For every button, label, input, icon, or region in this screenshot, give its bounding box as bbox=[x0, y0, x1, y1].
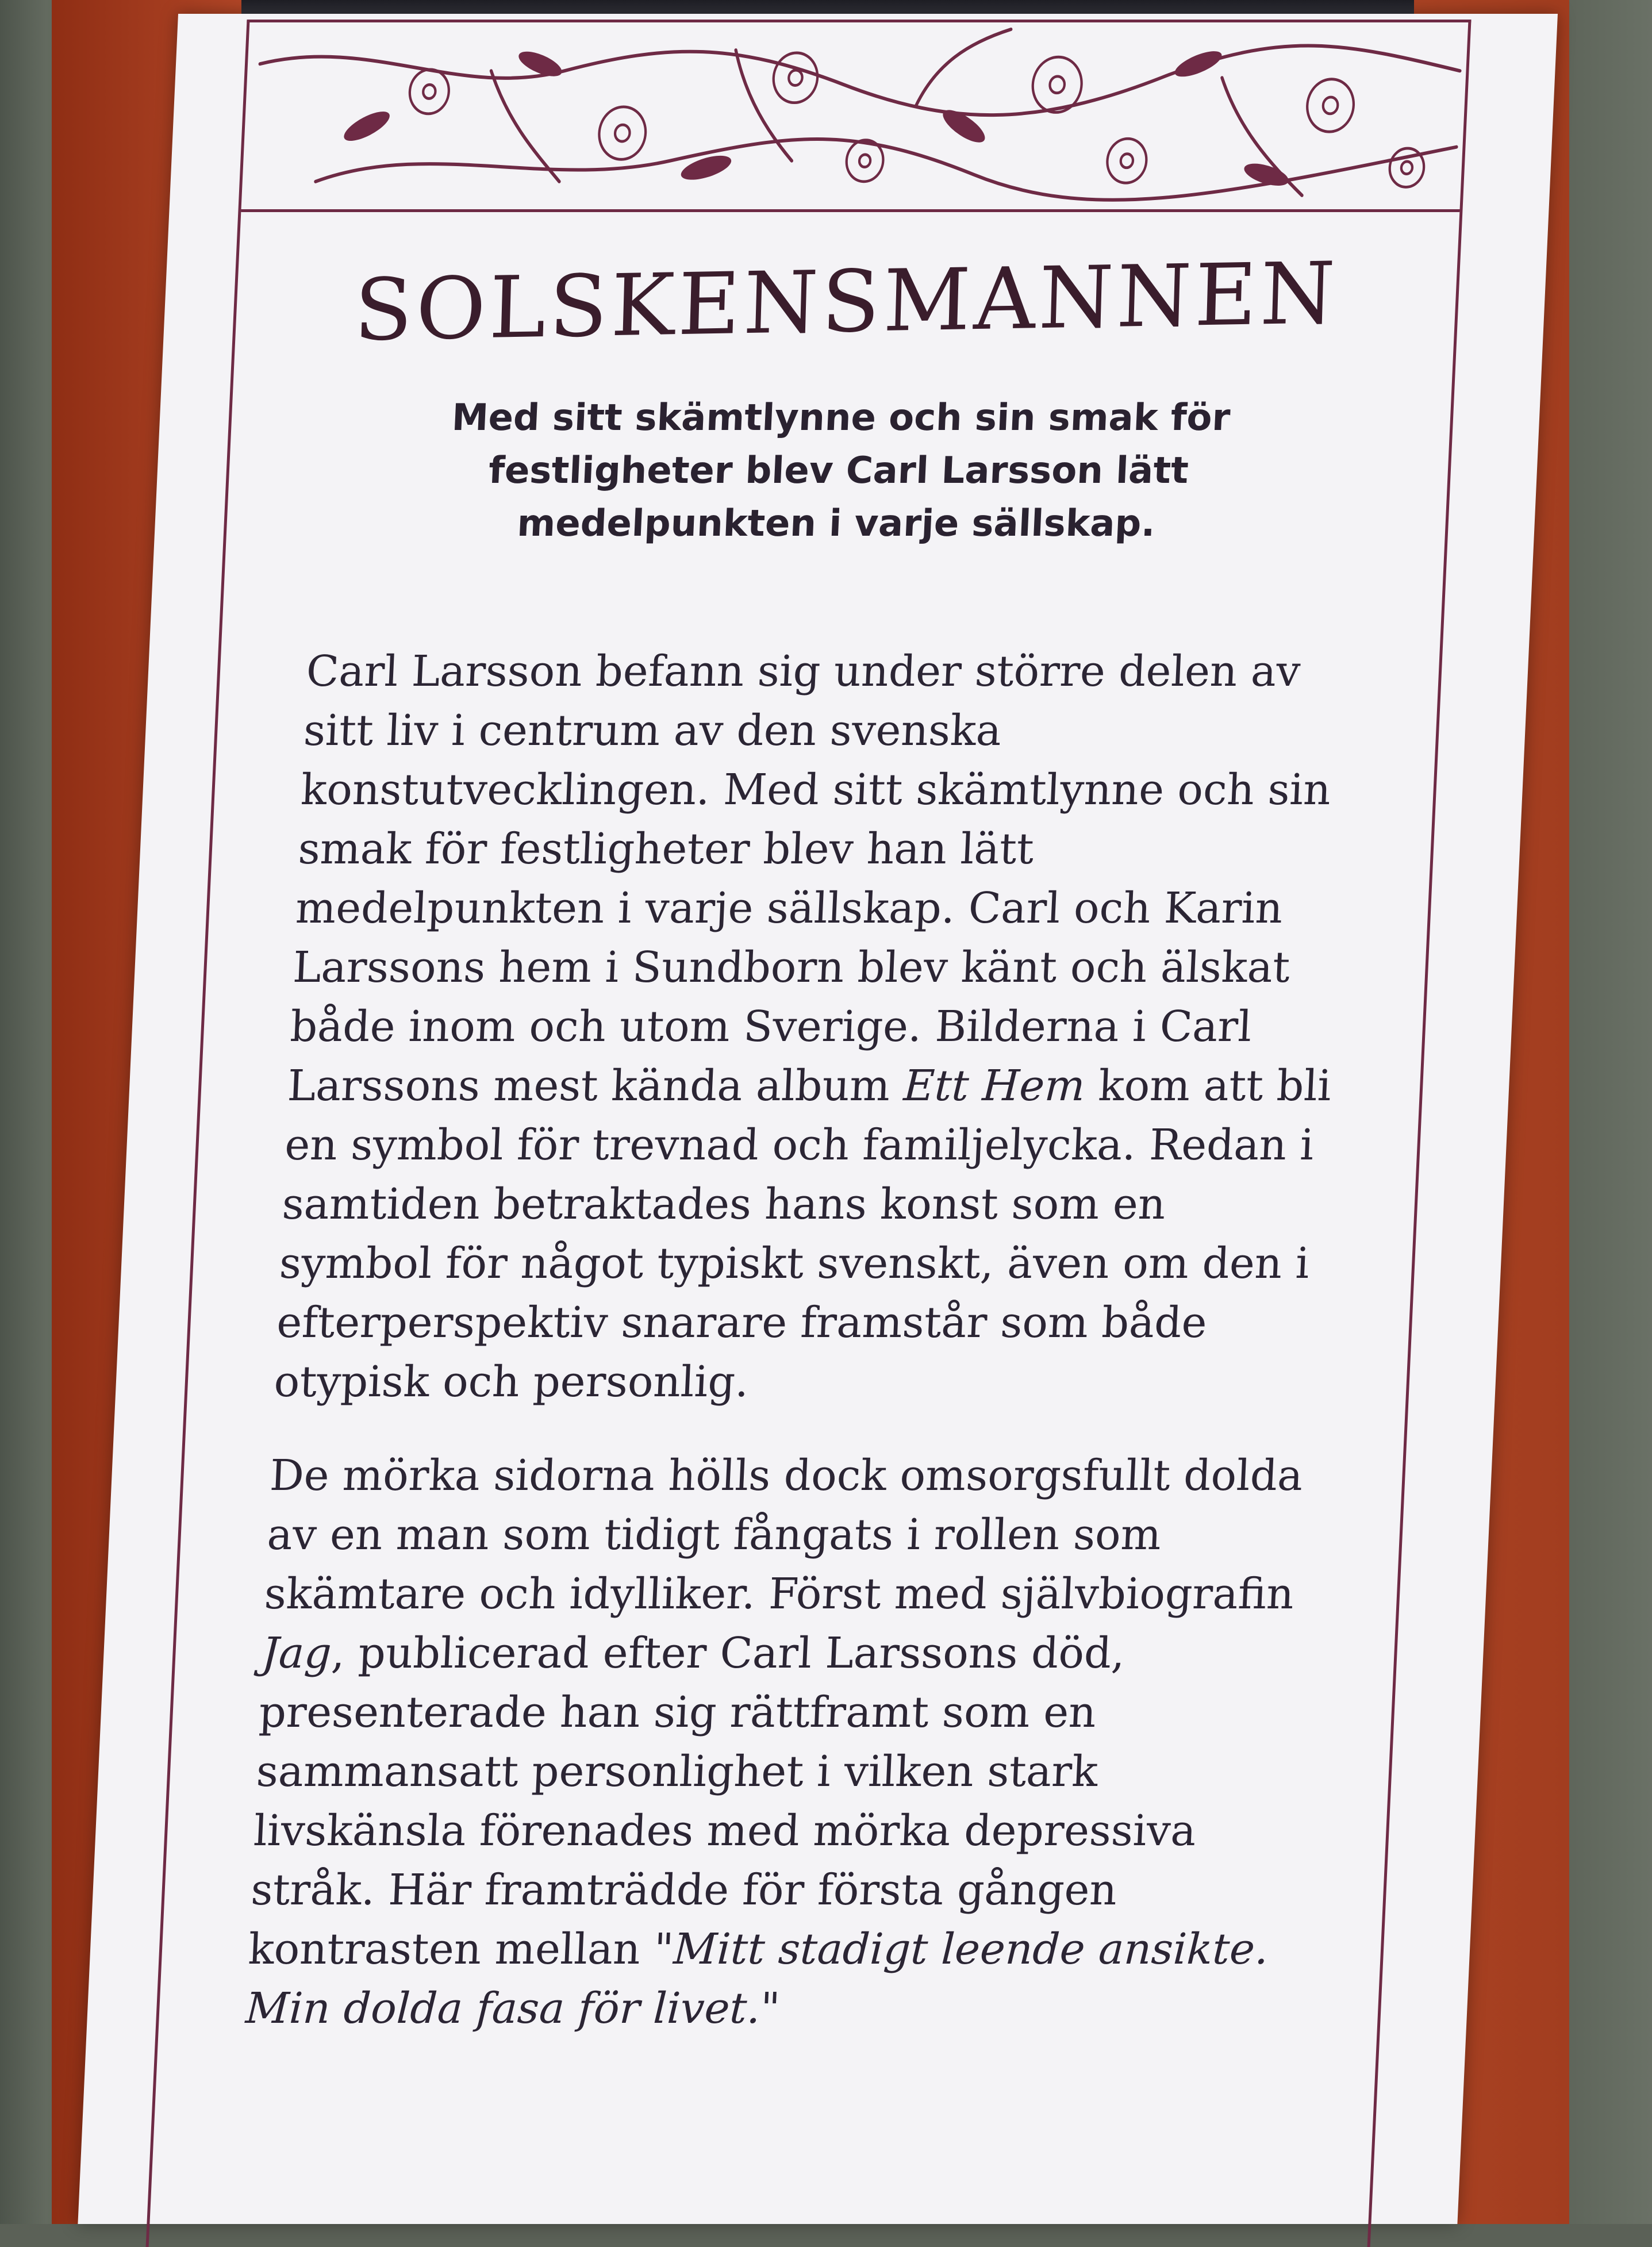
paragraph-2-text-a: De mörka sidorna hölls dock omsorgsfullt dolda av en man som tidigt fångats i rollen som skämtare och idylliker. Först med självbiografin bbox=[263, 1451, 1304, 1619]
poster-subtitle: Med sitt skämtlynne och sin smak för festligheter blev Carl Larsson lätt medelpunkten i varje sällskap. bbox=[451, 397, 1231, 545]
album-title: Ett Hem bbox=[902, 1061, 1086, 1111]
poster bbox=[78, 14, 1558, 2224]
paragraph-1 bbox=[273, 642, 1354, 1412]
autobiography-title: Jag bbox=[260, 1628, 333, 1678]
poster-title: SOLSKENSMANNEN bbox=[352, 244, 1340, 360]
floral-ornament-icon bbox=[241, 22, 1469, 209]
paragraph-2-text-b: , publicerad efter Carl Larssons död, presenterade han sig rättframt som en sammansatt personlighet i vilken stark livskänsla förenades med mörka depressiva stråk. Här framträdde för första gången kontrasten mellan bbox=[247, 1628, 1197, 1974]
floral-banner bbox=[241, 22, 1468, 212]
paragraph-2 bbox=[244, 1446, 1317, 2038]
paragraph-1-text-a: Carl Larsson befann sig under större delen av sitt liv i centrum av den svenska konstutvecklingen. Med sitt skämtlynne och sin smak för festligheter blev han lätt medelpunkten i varje sällskap. Carl och Karin Larssons hem i Sundborn blev känt och älskat både inom och utom Sverige. Bilderna i Carl Larssons mest kända album bbox=[286, 647, 1332, 1111]
paragraph-1-text-b: kom att bli en symbol för trevnad och familjelycka. Redan i samtiden betraktades hans konst som en symbol för något typiskt svenskt, även om den i efterperspektiv snarare framstår som både otypisk och personlig. bbox=[272, 1061, 1332, 1407]
closing-quote: "Mitt stadigt leende ansikte. Min dolda fasa för livet." bbox=[244, 1925, 1270, 2033]
poster-content bbox=[243, 244, 1371, 2073]
poster-frame bbox=[146, 20, 1472, 2247]
poster-body bbox=[244, 642, 1354, 2038]
